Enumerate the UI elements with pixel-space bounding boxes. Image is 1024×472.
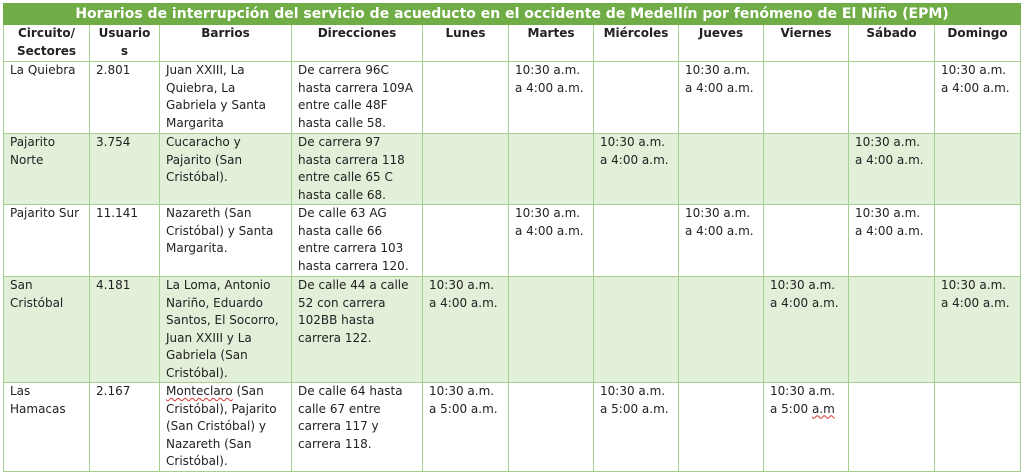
cell-miercoles: 10:30 a.m. a 4:00 a.m. <box>594 134 679 205</box>
schedule-table-container <box>3 3 1020 472</box>
cell-martes: 10:30 a.m. a 4:00 a.m. <box>509 205 594 277</box>
cell-domingo: 10:30 a.m. a 4:00 a.m. <box>935 277 1021 383</box>
header-circuito: Circuito/ Sectores <box>4 25 90 62</box>
cell-sabado <box>849 383 935 472</box>
cell-circuito: Las Hamacas <box>4 383 90 472</box>
header-miercoles: Miércoles <box>594 25 679 62</box>
barrios-rest: (San Cristóbal), Pajarito (San Cristóbal) y Nazareth (San Cristóbal). <box>166 384 277 468</box>
cell-barrios: La Loma, Antonio Nariño, Eduardo Santos, El Socorro, Juan XXIII y La Gabriela (San Cristóbal). <box>160 277 292 383</box>
schedule-table <box>3 3 1021 472</box>
cell-miercoles: 10:30 a.m. a 5:00 a.m. <box>594 383 679 472</box>
table-row <box>4 134 1021 205</box>
table-title: Horarios de interrupción del servicio de acueducto en el occidente de Medellín por fenómeno de El Niño (EPM) <box>4 4 1021 25</box>
cell-sabado <box>849 277 935 383</box>
cell-direcciones: De calle 63 AG hasta calle 66 entre carrera 103 hasta carrera 120. <box>292 205 423 277</box>
cell-viernes <box>764 62 849 134</box>
cell-usuarios: 3.754 <box>90 134 160 205</box>
header-sabado: Sábado <box>849 25 935 62</box>
header-direcciones: Direcciones <box>292 25 423 62</box>
cell-sabado: 10:30 a.m. a 4:00 a.m. <box>849 205 935 277</box>
cell-direcciones: De carrera 97 hasta carrera 118 entre calle 65 C hasta calle 68. <box>292 134 423 205</box>
cell-barrios: Juan XXIII, La Quiebra, La Gabriela y Santa Margarita <box>160 62 292 134</box>
cell-jueves <box>679 134 764 205</box>
cell-barrios: Nazareth (San Cristóbal) y Santa Margarita. <box>160 205 292 277</box>
cell-lunes: 10:30 a.m. a 5:00 a.m. <box>423 383 509 472</box>
table-row <box>4 383 1021 472</box>
cell-domingo <box>935 383 1021 472</box>
header-martes: Martes <box>509 25 594 62</box>
table-row <box>4 62 1021 134</box>
cell-sabado: 10:30 a.m. a 4:00 a.m. <box>849 134 935 205</box>
cell-circuito: La Quiebra <box>4 62 90 134</box>
cell-domingo: 10:30 a.m. a 4:00 a.m. <box>935 62 1021 134</box>
cell-lunes <box>423 205 509 277</box>
cell-circuito: Pajarito Sur <box>4 205 90 277</box>
header-lunes: Lunes <box>423 25 509 62</box>
cell-viernes <box>764 134 849 205</box>
cell-miercoles <box>594 277 679 383</box>
cell-domingo <box>935 205 1021 277</box>
header-jueves: Jueves <box>679 25 764 62</box>
header-domingo: Domingo <box>935 25 1021 62</box>
viernes-text: 10:30 a.m. a 5:00 <box>770 384 836 416</box>
header-viernes: Viernes <box>764 25 849 62</box>
cell-martes <box>509 383 594 472</box>
cell-lunes: 10:30 a.m. a 4:00 a.m. <box>423 277 509 383</box>
cell-usuarios: 2.167 <box>90 383 160 472</box>
cell-martes <box>509 134 594 205</box>
cell-lunes <box>423 62 509 134</box>
spellcheck-word: a.m <box>811 401 835 416</box>
cell-direcciones: De carrera 96C hasta carrera 109A entre calle 48F hasta calle 58. <box>292 62 423 134</box>
cell-miercoles <box>594 205 679 277</box>
cell-miercoles <box>594 62 679 134</box>
cell-circuito: San Cristóbal <box>4 277 90 383</box>
cell-direcciones: De calle 64 hasta calle 67 entre carrera 117 y carrera 118. <box>292 383 423 472</box>
table-row <box>4 205 1021 277</box>
cell-martes: 10:30 a.m. a 4:00 a.m. <box>509 62 594 134</box>
header-usuarios: Usuarios <box>90 25 160 62</box>
cell-martes <box>509 277 594 383</box>
cell-usuarios: 4.181 <box>90 277 160 383</box>
table-row <box>4 277 1021 383</box>
cell-jueves <box>679 277 764 383</box>
cell-sabado <box>849 62 935 134</box>
cell-viernes: 10:30 a.m. a 4:00 a.m. <box>764 277 849 383</box>
cell-viernes <box>764 383 849 472</box>
cell-jueves: 10:30 a.m. a 4:00 a.m. <box>679 205 764 277</box>
cell-domingo <box>935 134 1021 205</box>
spellcheck-word: Monteclaro <box>166 384 233 398</box>
cell-barrios <box>160 383 292 472</box>
header-barrios: Barrios <box>160 25 292 62</box>
header-row <box>4 25 1021 62</box>
cell-circuito: Pajarito Norte <box>4 134 90 205</box>
cell-jueves: 10:30 a.m. a 4:00 a.m. <box>679 62 764 134</box>
cell-usuarios: 11.141 <box>90 205 160 277</box>
cell-viernes <box>764 205 849 277</box>
cell-barrios: Cucaracho y Pajarito (San Cristóbal). <box>160 134 292 205</box>
cell-direcciones: De calle 44 a calle 52 con carrera 102BB hasta carrera 122. <box>292 277 423 383</box>
cell-usuarios: 2.801 <box>90 62 160 134</box>
cell-jueves <box>679 383 764 472</box>
cell-lunes <box>423 134 509 205</box>
